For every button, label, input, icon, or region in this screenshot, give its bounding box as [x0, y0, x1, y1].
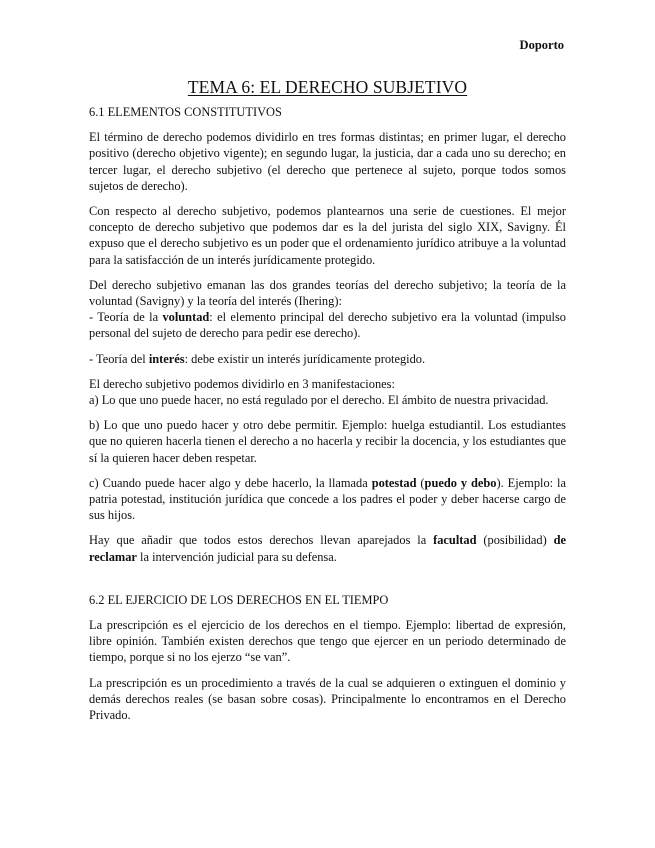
text-run: : debe existir un interés jurídicamente protegido. [184, 351, 426, 366]
paragraph: El derecho subjetivo podemos dividirlo en 3 manifestaciones: [89, 376, 395, 391]
author-name: Doporto [519, 38, 564, 52]
paragraph-theory-interes [89, 351, 566, 367]
section-heading-2: 6.2 EL EJERCICIO DE LOS DERECHOS EN EL TIEMPO [89, 592, 389, 607]
paragraph: El término de derecho podemos dividirlo en tres formas distintas; en primer lugar, el derecho positivo (derecho objetivo vigente); en segundo lugar, la justicia, dar a cada uno su derecho; en tercer lugar, el derecho subjetivo (el derecho que pertenece al sujeto, porque todos somos sujetos de derecho). [89, 130, 566, 193]
bold-term: de reclamar [89, 533, 566, 564]
paragraph: Con respecto al derecho subjetivo, podemos plantearnos una serie de cuestiones. El mejor concepto de derecho subjetivo que podemos dar es la del jurista del siglo XIX, Savigny. Él expuso que el derecho subjetivo es un poder que el ordenamiento jurídico atribuye a la voluntad para la satisfacción de un interés jurídicamente protegido. [89, 204, 566, 267]
text-run: Hay que añadir que todos estos derechos llevan aparejados la [89, 533, 434, 548]
section-heading-1: 6.1 ELEMENTOS CONSTITUTIVOS [89, 105, 282, 119]
paragraph: a) Lo que uno puede hacer, no está regulado por el derecho. El ámbito de nuestra privacidad. [89, 393, 549, 408]
bold-term: voluntad [162, 310, 210, 325]
section-spacer [89, 574, 566, 592]
page-title: TEMA 6: EL DERECHO SUBJETIVO [187, 77, 468, 97]
paragraph: La prescripción es un procedimiento a través de la cual se adquieren o extinguen el dominio y demás derechos reales (se basan sobre cosas). Principalmente lo encontramos en el Derecho Privado. [89, 675, 566, 723]
bold-term: facultad [433, 533, 477, 548]
text-run: - Teoría de la [89, 310, 163, 325]
bold-term: interés [148, 351, 185, 366]
text-run: ). Ejemplo: la patria potestad, institución jurídica que concede a los padres el poder y deber hacerse cargo de sus hijos. [89, 475, 566, 523]
text-run: (posibilidad) [476, 533, 554, 548]
text-run: c) Cuando puede hacer algo y debe hacerlo, la llamada [89, 475, 372, 490]
text-run: ( [416, 475, 425, 490]
document-body [89, 104, 566, 732]
paragraph: La prescripción es el ejercicio de los derechos en el tiempo. Ejemplo: libertad de expresión, libre opinión. También existen derechos que tengo que ejercer en un periodo determinado de tiempo, porque si no los ejerzo “se van”. [89, 618, 566, 665]
paragraph-potestad [89, 475, 566, 524]
bold-term: potestad [371, 475, 417, 490]
paragraph-facultad [89, 532, 566, 564]
paragraph-theory-voluntad [89, 309, 566, 341]
text-run: : el elemento principal del derecho subjetivo era la voluntad (impulso personal del sujeto de derecho para pedir ese derecho). [89, 310, 566, 341]
text-run: - Teoría del [89, 351, 149, 366]
bold-term: puedo y debo [424, 475, 497, 490]
paragraph: Del derecho subjetivo emanan las dos grandes teorías del derecho subjetivo; la teoría de la voluntad (Savigny) y la teoría del interés (Ihering): [89, 277, 566, 309]
text-run: la intervención judicial para su defensa. [136, 549, 337, 564]
paragraph: b) Lo que uno puedo hacer y otro debe permitir. Ejemplo: huelga estudiantil. Los estudiantes que no quieren hacerla tienen el derecho a no hacerla y recibir la docencia, y los estudiantes que sí la quieren hacer deben respetar. [89, 418, 566, 465]
